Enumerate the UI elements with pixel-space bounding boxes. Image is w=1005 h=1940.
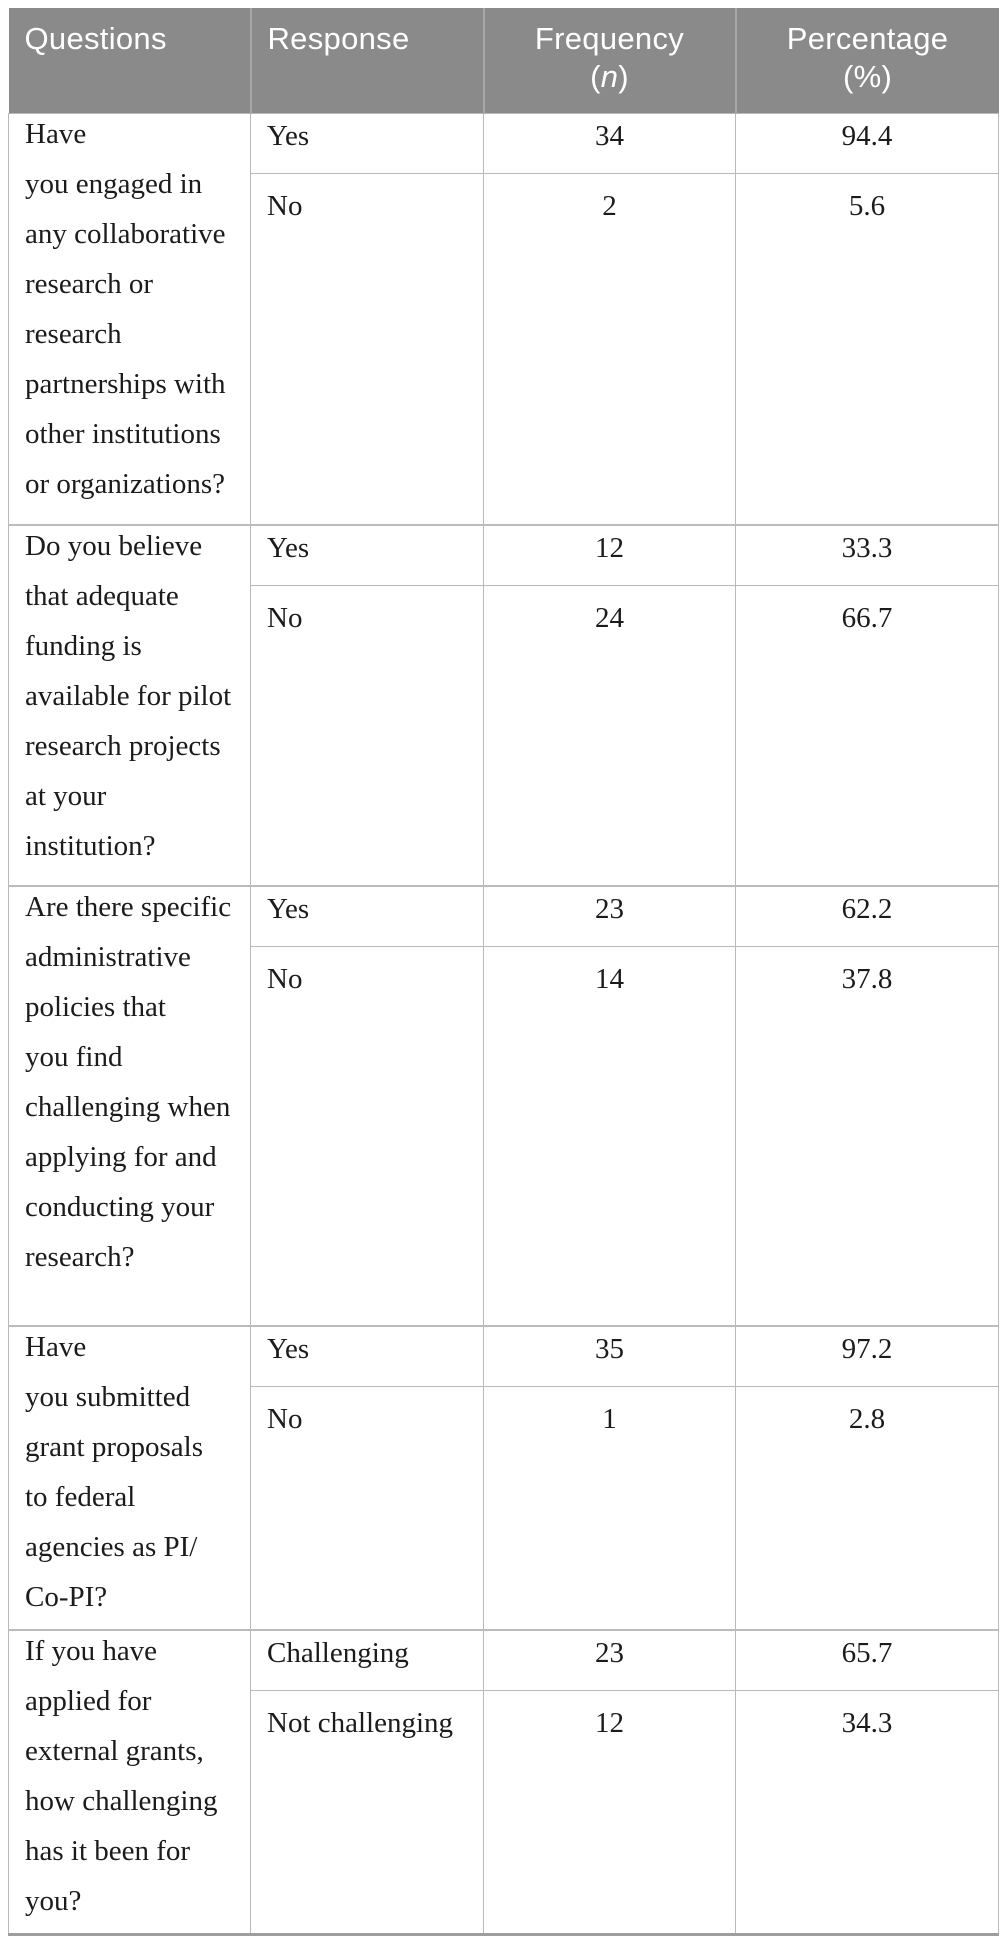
frequency-cell: 14 <box>484 946 736 1326</box>
question-line: you submitted <box>25 1381 191 1413</box>
frequency-cell: 12 <box>484 1690 736 1935</box>
question-line: If you have <box>25 1635 158 1667</box>
frequency-cell: 24 <box>484 585 736 886</box>
question-line: at your <box>25 780 107 812</box>
question-line: Have <box>25 1331 87 1363</box>
response-cell: No <box>251 946 484 1326</box>
question-line: Co-PI? <box>25 1581 108 1613</box>
response-cell: Yes <box>251 886 484 946</box>
header-percentage-title: Percentage <box>786 21 949 56</box>
response-cell: No <box>251 173 484 525</box>
question-line: research projects <box>25 730 221 762</box>
percentage-cell: 37.8 <box>736 946 999 1326</box>
response-cell: Yes <box>251 1326 484 1386</box>
header-row <box>9 8 999 113</box>
response-row <box>9 113 999 173</box>
response-cell: Challenging <box>251 1630 484 1690</box>
question-line: available for pilot <box>25 680 232 712</box>
question-line: research or <box>25 267 153 300</box>
question-block <box>9 1630 999 1935</box>
frequency-cell: 1 <box>484 1386 736 1630</box>
question-line: agencies as PI/ <box>25 1531 198 1563</box>
percentage-cell: 33.3 <box>736 525 999 585</box>
question-line: grant proposals <box>25 1431 203 1463</box>
question-line: that adequate <box>25 580 179 612</box>
question-line: you find <box>25 1041 123 1073</box>
header-frequency <box>484 8 736 113</box>
response-cell: No <box>251 585 484 886</box>
header-questions: Questions <box>9 8 251 113</box>
question-line: partnerships with <box>25 367 226 400</box>
header-percentage <box>736 8 999 113</box>
response-row <box>9 1630 999 1690</box>
question-line: research? <box>25 1241 135 1273</box>
question-line: policies that <box>25 991 166 1023</box>
question-line: or organizations? <box>25 467 225 500</box>
header-frequency-title: Frequency <box>534 21 685 56</box>
question-line: Have <box>25 117 87 150</box>
question-line: how challenging <box>25 1785 218 1817</box>
paren-open: ( <box>842 59 854 94</box>
question-line: other institutions <box>25 417 221 450</box>
question-line: Do you believe <box>25 530 203 562</box>
question-line: Are there specific <box>25 891 232 923</box>
paren-open: ( <box>590 59 601 94</box>
question-cell <box>9 1630 251 1935</box>
question-line: research <box>25 317 122 350</box>
question-line: any collaborative <box>25 217 226 250</box>
response-cell: Not challenging <box>251 1690 484 1935</box>
header-percentage-unit <box>738 58 998 96</box>
question-block <box>9 525 999 886</box>
response-cell: Yes <box>251 525 484 585</box>
header-response: Response <box>251 8 484 113</box>
percentage-cell: 2.8 <box>736 1386 999 1630</box>
question-cell <box>9 113 251 525</box>
frequency-cell: 35 <box>484 1326 736 1386</box>
header-frequency-unit <box>486 58 734 96</box>
question-line: has it been for <box>25 1835 191 1867</box>
question-block <box>9 886 999 1326</box>
response-row <box>9 1326 999 1386</box>
question-block <box>9 1326 999 1630</box>
percentage-cell: 94.4 <box>736 113 999 173</box>
question-line: funding is <box>25 630 142 662</box>
frequency-cell: 12 <box>484 525 736 585</box>
table-header <box>9 8 999 113</box>
response-cell: No <box>251 1386 484 1630</box>
frequency-cell: 2 <box>484 173 736 525</box>
question-line: you engaged in <box>25 167 203 200</box>
survey-table-figure <box>8 8 998 1936</box>
question-cell <box>9 1326 251 1630</box>
response-cell: Yes <box>251 113 484 173</box>
response-row <box>9 886 999 946</box>
percentage-cell: 34.3 <box>736 1690 999 1935</box>
question-line: challenging when <box>25 1091 231 1123</box>
percentage-cell: 65.7 <box>736 1630 999 1690</box>
frequency-cell: 34 <box>484 113 736 173</box>
survey-table <box>8 8 999 1936</box>
frequency-cell: 23 <box>484 886 736 946</box>
question-line: to federal <box>25 1481 136 1513</box>
question-cell <box>9 886 251 1326</box>
question-cell <box>9 525 251 886</box>
response-row <box>9 525 999 585</box>
question-block <box>9 113 999 525</box>
percentage-cell: 62.2 <box>736 886 999 946</box>
frequency-n-symbol: n <box>600 59 619 94</box>
frequency-cell: 23 <box>484 1630 736 1690</box>
question-line: you? <box>25 1885 82 1917</box>
question-line: administrative <box>25 941 191 973</box>
question-line: conducting your <box>25 1191 215 1223</box>
percentage-cell: 5.6 <box>736 173 999 525</box>
percentage-cell: 66.7 <box>736 585 999 886</box>
question-line: institution? <box>25 830 156 862</box>
percent-symbol: % <box>853 59 882 94</box>
question-line: external grants, <box>25 1735 204 1767</box>
paren-close: ) <box>618 59 629 94</box>
question-line: applied for <box>25 1685 152 1717</box>
percentage-cell: 97.2 <box>736 1326 999 1386</box>
paren-close: ) <box>881 59 893 94</box>
question-line: applying for and <box>25 1141 217 1173</box>
